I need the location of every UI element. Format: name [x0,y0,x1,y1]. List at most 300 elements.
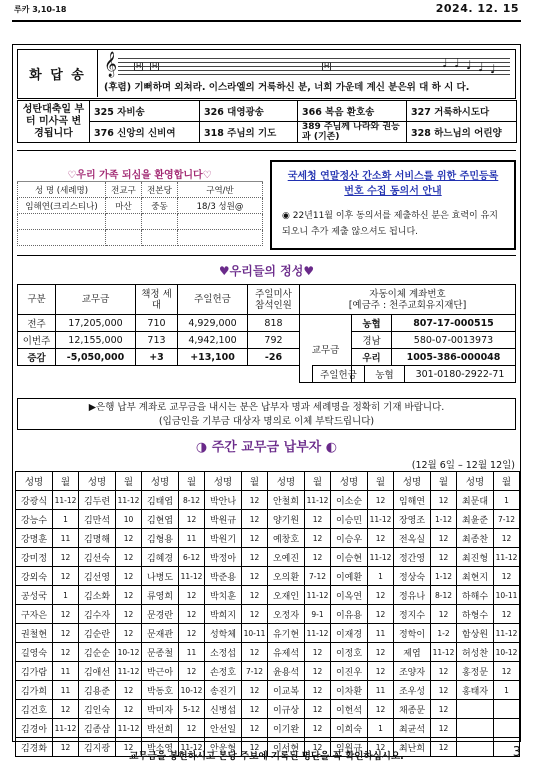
payer-name: 하형수 [457,605,494,624]
payer-name [457,700,494,719]
offering-header: 주일미사 참석인원 [248,285,300,315]
dues-header-name: 성명 [331,472,368,491]
payer-months: 1 [53,586,79,605]
dues-header-month: 월 [368,472,394,491]
note-icon: ♩ [466,58,472,72]
payer-months: 11-12 [116,491,142,510]
hymn-cell: 318 주님의 기도 [200,122,298,143]
payer-name: 최종찬 [457,529,494,548]
payer-months: 11-12 [305,624,331,643]
payer-name: 박동호 [142,681,179,700]
dues-header-month: 월 [305,472,331,491]
account-group-dues: 교무금 [300,315,352,383]
payer-name: 박희지 [205,605,242,624]
payer-months: 11-12 [116,662,142,681]
account-number: 301-0180-2922-71 [405,366,516,383]
header-divider [12,20,521,22]
payer-months: 12 [368,529,394,548]
dues-row [16,586,520,605]
payer-name: 최문대 [457,491,494,510]
payer-months: 12 [368,738,394,757]
payer-name: 박소영 [142,738,179,757]
payer-name: 강외숙 [16,567,53,586]
payer-months: 12 [116,586,142,605]
payer-months: 12 [431,605,457,624]
payer-name: 김순순 [79,643,116,662]
hymn-cell: 326 대영광송 [200,101,298,122]
payer-months: 12 [116,529,142,548]
payer-months: 12 [116,605,142,624]
dues-header-row [16,472,520,491]
tax-consent-notice [270,160,516,250]
payer-months: 12 [242,681,268,700]
payer-name: 문재관 [142,624,179,643]
payer-name: 이교복 [268,681,305,700]
responsorial-lyrics: (후렴) 기뻐하며 외쳐라. 이스라엘의 거룩하신 분, 너희 가운데 계신 분은위 대 하 시 다. [104,82,470,93]
payer-name: 정학이 [394,624,431,643]
bank-name: 농협 [352,315,392,332]
music-staff [104,52,512,78]
payer-months: 12 [179,605,205,624]
payer-name: 김종삼 [79,719,116,738]
welcome-header: 구역/반 [178,182,263,198]
payer-name: 김수자 [79,605,116,624]
payer-name: 김경화 [16,738,53,757]
payer-months: 11-12 [179,567,205,586]
payer-name: 김선숙 [79,548,116,567]
dues-row [16,548,520,567]
payer-name: 박선희 [142,719,179,738]
payer-months: 12 [431,491,457,510]
rest-icon: H [136,62,142,70]
offering-cell: 713 [136,332,178,349]
payer-name: 정유나 [394,586,431,605]
payer-name: 최현지 [457,567,494,586]
payer-months: 12 [242,586,268,605]
offering-cell: 4,929,000 [178,315,248,332]
payer-months: 12 [431,738,457,757]
payer-months: 1 [494,681,520,700]
payer-name: 김용준 [79,681,116,700]
payer-name: 윤용석 [268,662,305,681]
payer-name: 정상숙 [394,567,431,586]
dues-header-name: 성명 [457,472,494,491]
payer-months: 7-12 [305,567,331,586]
payer-name: 나병도 [142,567,179,586]
note-icon: ♩ [478,60,484,74]
payer-months: 12 [305,548,331,567]
welcome-header: 성 명 (세례명) [18,182,106,198]
offering-cell: -5,050,000 [56,349,136,366]
dues-header-month: 월 [431,472,457,491]
payer-months: 1-2 [431,624,457,643]
offering-cell: 12,155,000 [56,332,136,349]
payer-name: 김지광 [79,738,116,757]
payer-months: 5-12 [179,700,205,719]
payer-months: 1 [494,491,520,510]
payer-name: 박근아 [142,662,179,681]
payer-months: 10-12 [116,643,142,662]
payer-name: 임원규 [331,738,368,757]
payer-months: 11-12 [305,586,331,605]
payer-name: 김태엽 [142,491,179,510]
dues-row [16,510,520,529]
payer-months: 11-12 [431,643,457,662]
payer-months: 12 [431,681,457,700]
payer-months: 12 [53,700,79,719]
offering-cell: 792 [248,332,300,349]
note-icon: ♩ [490,62,496,76]
payer-months: 11-12 [53,719,79,738]
dues-row [16,491,520,510]
payer-months: 12 [305,510,331,529]
payer-months: 12 [242,700,268,719]
payer-name: 함상원 [457,624,494,643]
welcome-cell [142,230,178,246]
payer-name: 박정아 [205,548,242,567]
section-divider [17,150,516,151]
payer-name: 이차환 [331,681,368,700]
payer-name: 김순란 [79,624,116,643]
payer-name: 신병섭 [205,700,242,719]
payer-name: 유제석 [268,643,305,662]
welcome-header: 전본당 [142,182,178,198]
dues-header-name: 성명 [394,472,431,491]
welcome-cell [106,230,142,246]
payer-months: 11-12 [368,510,394,529]
payer-name: 제엽 [394,643,431,662]
payer-name: 강광식 [16,491,53,510]
hymn-cell: 366 복음 환호송 [298,101,407,122]
payer-months: 12 [179,624,205,643]
account-number: 807-17-000515 [392,315,516,332]
payer-months: 12 [368,491,394,510]
payer-name: 이유용 [331,605,368,624]
payer-months: 11-12 [53,491,79,510]
payer-months: 9-1 [305,605,331,624]
payer-months: 11 [368,624,394,643]
payer-months: 12 [368,605,394,624]
payer-name: 이승현 [331,548,368,567]
payer-months: 11-12 [494,548,520,567]
payer-name: 길영숙 [16,643,53,662]
payer-name: 김가람 [16,662,53,681]
payer-name: 오정자 [268,605,305,624]
payer-months: 12 [305,700,331,719]
payer-name: 이옥연 [331,586,368,605]
payer-name: 홍정문 [457,662,494,681]
payer-name: 이기완 [268,719,305,738]
payer-months: 12 [305,662,331,681]
payer-name: 성학체 [205,624,242,643]
welcome-header: 전교구 [106,182,142,198]
dues-header-month: 월 [242,472,268,491]
payer-name: 최윤준 [457,510,494,529]
payer-months: 1 [368,567,394,586]
payer-months: 12 [494,567,520,586]
account-header [300,285,516,315]
payer-months: 12 [242,643,268,662]
payer-name: 이정호 [331,643,368,662]
payer-name: 김선영 [79,567,116,586]
offering-cell: 17,205,000 [56,315,136,332]
offering-header: 교무금 [56,285,136,315]
payer-name: 정간영 [394,548,431,567]
dues-row [16,529,520,548]
hymn-cell: 328 하느님의 어린양 [407,122,517,143]
payer-months: 12 [368,586,394,605]
mass-hymn-change-label: 성탄대축일 부터 미사곡 변경됩니다 [18,101,90,143]
dues-header-month: 월 [179,472,205,491]
payer-name: 공성국 [16,586,53,605]
payer-name: 김인숙 [79,700,116,719]
offering-header: 구분 [18,285,56,315]
payer-name: 안철희 [268,491,305,510]
payer-name: 김경아 [16,719,53,738]
payer-months: 1 [368,719,394,738]
payer-months: 11 [53,681,79,700]
payer-months: 12 [242,719,268,738]
payer-name: 이소순 [331,491,368,510]
welcome-cell [178,214,263,230]
payer-name: 박원기 [205,529,242,548]
payer-name: 박안나 [205,491,242,510]
welcome-cell [178,230,263,246]
payer-months: 12 [242,491,268,510]
payer-months: 12 [53,605,79,624]
payer-name: 김애선 [79,662,116,681]
payer-name: 허성찬 [457,643,494,662]
payer-name: 권철현 [16,624,53,643]
payer-name: 유기현 [268,624,305,643]
payer-name: 송진기 [205,681,242,700]
payer-months: 12 [53,738,79,757]
payer-name: 하해수 [457,586,494,605]
payer-name: 정지수 [394,605,431,624]
payer-name: 채종문 [394,700,431,719]
payer-name: 김형용 [142,529,179,548]
payer-name: 김명해 [79,529,116,548]
payer-months: 12 [431,662,457,681]
payer-months: 12 [431,719,457,738]
dues-title: ◑ 주간 교무금 납부자 ◐ [195,440,338,455]
dues-header-name: 성명 [205,472,242,491]
payer-months: 12 [368,700,394,719]
offering-cell: 전주 [18,315,56,332]
dues-row [16,719,520,738]
payer-name: 홍태자 [457,681,494,700]
welcome-cell [18,214,106,230]
payer-name: 조우성 [394,681,431,700]
offering-cell: 818 [248,315,300,332]
payer-months: 12 [242,510,268,529]
payer-name: 예창호 [268,529,305,548]
dues-header-name: 성명 [16,472,53,491]
payer-months: 12 [431,548,457,567]
payer-name: 박미자 [142,700,179,719]
payer-name: 임해연 [394,491,431,510]
hymn-cell: 325 자비송 [90,101,200,122]
payer-months: 8-12 [431,586,457,605]
payer-name: 장영조 [394,510,431,529]
new-member-table [17,181,263,246]
offering-cell: -26 [248,349,300,366]
dues-header-month: 월 [53,472,79,491]
payer-name: 김혜경 [142,548,179,567]
footer-message: 교무금을 봉헌하시고 본당 주보에 기록된 명단을 꼭 확인하십시오. [129,751,404,762]
offering-note [17,398,516,430]
payer-months: 12 [179,586,205,605]
payer-months: 12 [116,567,142,586]
dues-row [16,700,520,719]
payer-months: 12 [368,662,394,681]
payer-name: 이재경 [331,624,368,643]
payer-name: 박원규 [205,510,242,529]
payer-months: 12 [53,624,79,643]
payer-name: 전옥실 [394,529,431,548]
payer-name: 조양자 [394,662,431,681]
dues-header-name: 성명 [142,472,179,491]
payer-months: 10-11 [494,586,520,605]
payer-name: 최난희 [394,738,431,757]
welcome-title: ♡우리 가족 되심을 환영합니다♡ [67,170,212,181]
account-group-sunday: 주일헌금 [313,366,365,383]
payer-months: 12 [305,529,331,548]
notice-title: 국세청 연말정산 간소화 서비스를 위한 주민등록번호 수집 동의서 안내 [287,171,499,197]
payer-months: 11-12 [116,719,142,738]
welcome-cell: 임해연(크리스티나) [18,198,106,214]
payer-name: 이희숙 [331,719,368,738]
offering-cell: 증감 [18,349,56,366]
dues-header-month: 월 [116,472,142,491]
payer-months: 12 [53,567,79,586]
payer-name: 류영희 [142,586,179,605]
offering-header: 주일헌금 [178,285,248,315]
offering-cell: 4,942,100 [178,332,248,349]
payer-months: 11-12 [494,624,520,643]
payer-months [494,700,520,719]
sunday-account-table [312,365,516,383]
offering-cell: +3 [136,349,178,366]
payer-months: 12 [179,510,205,529]
section-divider [17,255,516,256]
payer-name: 오의환 [268,567,305,586]
payer-months: 1 [53,510,79,529]
account-header-title: 자동이체 계좌번호 [369,288,446,300]
notice-body: ◉ 22년11월 이후 동의서를 제출하신 분은 효력이 유지되오니 추가 제출 않으셔도 됩니다. [282,211,498,237]
welcome-cell [106,214,142,230]
page-number: 3 [512,745,521,760]
payer-months: 1-12 [431,567,457,586]
payer-months: 12 [494,529,520,548]
treble-clef-icon: 𝄞 [104,52,118,77]
payer-months: 12 [242,605,268,624]
payer-name: 최균석 [394,719,431,738]
payer-months: 12 [305,738,331,757]
payer-name: 강명훈 [16,529,53,548]
payer-name: 이헌석 [331,700,368,719]
dues-row [16,643,520,662]
bank-name: 농협 [365,366,405,383]
payer-months: 7-12 [242,662,268,681]
offering-cell: +13,100 [178,349,248,366]
payer-months: 12 [242,567,268,586]
payer-name: 이승우 [331,529,368,548]
payer-name: 김소화 [79,586,116,605]
offering-cell: 710 [136,315,178,332]
payer-name: 양기원 [268,510,305,529]
payer-months: 12 [305,643,331,662]
responsorial-psalm-title: 화 답 송 [18,50,98,97]
payer-months: 12 [53,643,79,662]
payer-name: 김가희 [16,681,53,700]
dues-row [16,624,520,643]
welcome-cell: 18/3 성원@ [178,198,263,214]
payer-months: 11-12 [368,548,394,567]
payer-months: 1-12 [431,510,457,529]
note-icon: ♩ [442,56,448,70]
payer-months: 12 [53,548,79,567]
dues-header-name: 성명 [79,472,116,491]
payer-months: 11-12 [179,738,205,757]
payer-months: 10 [116,510,142,529]
payer-months: 12 [368,643,394,662]
rest-icon: H [324,62,330,70]
payer-months: 12 [116,738,142,757]
payer-months: 12 [116,700,142,719]
payer-months: 11 [179,529,205,548]
payer-months: 10-12 [179,681,205,700]
dues-header-month: 월 [494,472,520,491]
payer-name: 문경란 [142,605,179,624]
payer-name: 김두련 [79,491,116,510]
account-number: 580-07-0013973 [392,332,516,349]
payer-months: 12 [242,529,268,548]
payer-months: 10-11 [242,624,268,643]
payer-name: 이진우 [331,662,368,681]
bank-name: 경남 [352,332,392,349]
payer-name: 김현엽 [142,510,179,529]
bulletin-date: 2024. 12. 15 [435,2,519,15]
payer-name: 안선일 [205,719,242,738]
payer-name: 김건호 [16,700,53,719]
payer-name: 구자은 [16,605,53,624]
dues-row [16,681,520,700]
account-number: 1005-386-000048 [392,349,516,366]
hymn-cell: 327 거룩하시도다 [407,101,517,122]
payer-name: 박치훈 [205,586,242,605]
offering-blank [18,366,300,383]
payer-months: 12 [494,605,520,624]
offering-note-line2: (입금인을 기부금 대상자 명의로 이체 부탁드립니다) [158,416,375,427]
payer-months: 11 [53,662,79,681]
payer-months: 12 [305,719,331,738]
payer-name: 김만석 [79,510,116,529]
payer-name: 소정섭 [205,643,242,662]
payer-name: 오재인 [268,586,305,605]
payer-name: 이예환 [331,567,368,586]
offering-title: ♥우리들의 정성♥ [218,264,315,278]
payer-name: 오예진 [268,548,305,567]
dues-row [16,662,520,681]
payer-months: 8-12 [179,491,205,510]
payer-months: 12 [116,681,142,700]
payer-months: 12 [242,738,268,757]
payer-months: 12 [431,529,457,548]
welcome-cell [18,230,106,246]
account-header-sub: [예금주 : 천주교회유지재단] [348,299,467,311]
dues-row [16,605,520,624]
